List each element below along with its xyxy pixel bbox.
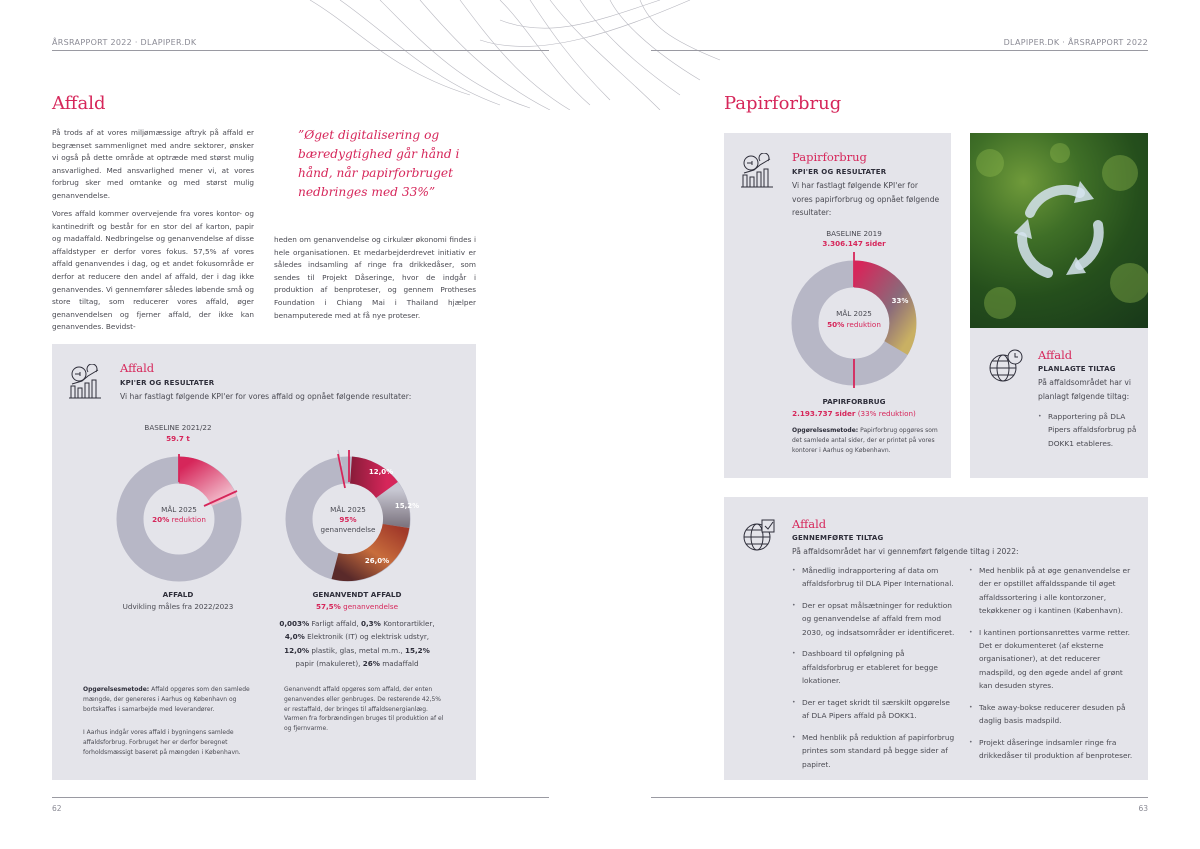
chart1-caption-title: AFFALD bbox=[162, 590, 194, 599]
chart1-goal-text: reduktion bbox=[171, 515, 206, 524]
papir-method-label: Opgørelsesmetode: bbox=[792, 427, 859, 434]
breakdown-value-1: 0,003% bbox=[279, 619, 310, 628]
affald-method-text-2: I Aarhus indgår vores affald i bygningens samlede affaldsforbrug. Forbruget her er derfor beregnet forholdsmæssigt baseret på mængden i København. bbox=[83, 729, 241, 756]
breakdown-text-1: Farligt affald, bbox=[311, 619, 359, 628]
right-page-title: Papirforbrug bbox=[724, 93, 842, 114]
affald-method-text-3: Genanvendt affald opgøres som affald, der enten genanvendes eller genbruges. De resterende 42,5% er restaffald, der bringes til affaldsenergianlæg. Varmen fra forbrændingen bruges til produktion af el og fjernvarme. bbox=[284, 686, 444, 733]
papir-baseline-value: 3.306.147 sider bbox=[822, 239, 886, 248]
breakdown-text-5: papir (makuleret), bbox=[295, 658, 361, 668]
done-item: • Månedlig indrapportering af data om affaldsforbrug til DLA Piper International. bbox=[792, 564, 957, 591]
chart2-caption-title: GENANVENDT AFFALD bbox=[312, 590, 402, 599]
breakdown-value-3: 4,0% bbox=[284, 632, 305, 642]
kpi-chart-icon bbox=[740, 153, 774, 189]
papir-goal-label: MÅL 2025 bbox=[836, 309, 872, 318]
papir-panel-title: Papirforbrug bbox=[792, 150, 867, 164]
right-running-header: DLAPIPER.DK · ÅRSRAPPORT 2022 bbox=[1003, 38, 1148, 47]
chart1-goal-label: MÅL 2025 bbox=[161, 505, 197, 514]
right-footer-rule bbox=[651, 797, 1148, 798]
breakdown-value-6: 26% bbox=[362, 658, 380, 668]
papir-caption-extra: (33% reduktion) bbox=[857, 409, 916, 418]
done-list-col1 bbox=[792, 564, 957, 779]
done-list-col2 bbox=[969, 564, 1134, 771]
done-item: • Der er opsat målsætninger for reduktion og genanvendelse af affald frem mod 2030, og indsatsområder er identificeret. bbox=[792, 599, 957, 639]
left-paragraph-2: Vores affald kommer overvejende fra vores kontor- og kantinedrift og består for en stor del af karton, papir og madaffald. Nedbringelse og genanvendelse af disse affaldstyper er derfor vores fokus. 57,5% af vores affald genanvendes i dag, og et andet fokusområde er derfor at reducere den andel af affald, der i dag ikke genanvendes. Vi gennemfører således løbende små og store tiltag, som reducerer vores affald, øger genanvendelsen og fjerner affald, der ikke kan genanvendes. Bevidst- bbox=[52, 209, 254, 332]
done-item: • Projekt dåseringe indsamler ringe fra drikkedåser til produktion af benproteser. bbox=[969, 736, 1134, 763]
donut1-target-segment bbox=[179, 470, 224, 501]
chart2-caption-pct-text: genanvendelse bbox=[343, 602, 399, 611]
chart1-goal-value bbox=[134, 515, 224, 524]
done-panel-intro: På affaldsområdet har vi gennemført følgende tiltag i 2022: bbox=[792, 547, 1019, 556]
papir-method-body: Papirforbrug opgøres som det samlede antal sider, der er printet på vores kontorer i Aarhus og København. bbox=[792, 427, 938, 454]
chart1-baseline-label: BASELINE 2021/22 bbox=[144, 423, 212, 432]
recycle-symbol-in-forest bbox=[970, 133, 1148, 328]
papir-baseline-label: BASELINE 2019 bbox=[826, 229, 882, 238]
left-paragraph-3: heden om genanvendelse og cirkulær økonomi findes i hele organisationen. Et medarbejderdrevet initiativ er således indsamling af ringe fra drikkedåser, som sendes til Projekt Dåseringe, hvor de indgår i produktion af benproteser, og gennem Protheses Foundation i Chiang Mai i Thailand hjælper benamputerede med at få nye proteser. bbox=[274, 235, 476, 320]
breakdown-text-3: Elektronik (IT) og elektrisk udstyr, bbox=[307, 632, 430, 642]
affald-panel-title: Affald bbox=[120, 361, 155, 375]
done-item: • Med henblik på reduktion af papirforbrug printes som standard på begge sider af papiret. bbox=[792, 731, 957, 771]
papir-caption-value: 2.193.737 sider bbox=[792, 409, 856, 418]
affald-method-label: Opgørelsesmetode: bbox=[83, 686, 150, 693]
left-footer-rule bbox=[52, 797, 549, 798]
breakdown-value-4: 12,0% bbox=[284, 645, 310, 655]
affald-kpi-panel bbox=[52, 344, 476, 780]
papir-panel-subtitle: KPI'ER OG RESULTATER bbox=[792, 168, 887, 176]
affald-donut-chart bbox=[114, 444, 244, 584]
planned-item: • Rapportering på DLA Pipers affaldsforbrug på DOKK1 etableres. bbox=[1038, 410, 1138, 450]
right-header-rule bbox=[651, 50, 1148, 51]
forest-aerial-photo bbox=[970, 133, 1148, 328]
planned-panel-intro: På affaldsområdet har vi planlagt følgende tiltag: bbox=[1038, 378, 1132, 401]
affald-panel-intro: Vi har fastlagt følgende KPI'er for vores affald og opnået følgende resultater: bbox=[120, 392, 412, 401]
chart2-goal-pct: 95% bbox=[339, 515, 357, 524]
breakdown-text-6: madaffald bbox=[382, 658, 419, 668]
planned-panel-title: Affald bbox=[1038, 348, 1073, 362]
done-item: • Dashboard til opfølgning på affaldsforbrug er etableret for begge lokationer. bbox=[792, 647, 957, 687]
papir-panel-intro: Vi har fastlagt følgende KPI'er for vores papirforbrug og opnået følgende resultater: bbox=[792, 181, 940, 217]
papir-goal-pct: 50% bbox=[827, 320, 845, 329]
chart2-caption-pct-value: 57,5% bbox=[315, 602, 341, 611]
planned-list bbox=[1038, 410, 1138, 458]
chart2-seg3-label: 26,0% bbox=[364, 557, 390, 565]
done-panel-subtitle: GENNEMFØRTE TILTAG bbox=[792, 534, 884, 542]
breakdown-value-2: 0,3% bbox=[360, 619, 381, 628]
papirforbrug-kpi-panel bbox=[724, 133, 951, 478]
right-page-number: 63 bbox=[1138, 804, 1148, 813]
papir-method-text bbox=[792, 426, 942, 455]
chart1-baseline-value: 59.7 t bbox=[166, 434, 190, 443]
chart1-goal-pct: 20% bbox=[152, 515, 170, 524]
papir-goal-text: reduktion bbox=[846, 320, 881, 329]
chart2-breakdown bbox=[274, 617, 440, 670]
chart2-goal-text: genanvendelse bbox=[320, 525, 376, 534]
done-item: • I kantinen portionsanrettes varme retter. Det er dokumenteret (af eksterne organisationer), at det reducerer madspild, og den øgede andel af grønt kan desuden styres. bbox=[969, 626, 1134, 692]
papir-caption-value-line bbox=[764, 409, 944, 418]
done-item: • Take away-bokse reducerer desuden på daglig basis madspild. bbox=[969, 701, 1134, 728]
kpi-chart-icon bbox=[68, 364, 102, 400]
papir-seg-label: 33% bbox=[891, 297, 909, 305]
left-page-number: 62 bbox=[52, 804, 62, 813]
chart2-seg2-label: 15,2% bbox=[394, 502, 420, 510]
breakdown-value-5: 15,2% bbox=[404, 645, 430, 655]
pull-quote: ”Øget digitalisering og bæredygtighed går hånd i hånd, når papirforbruget nedbringes med 33%” bbox=[298, 128, 460, 199]
affald-method-text-1 bbox=[83, 685, 263, 714]
affald-method-body: Affald opgøres som den samlede mængde, der genereres i Aarhus og København og bortskaffes i samarbejde med leverandører. bbox=[83, 686, 250, 713]
chart2-goal-label: MÅL 2025 bbox=[330, 505, 366, 514]
left-paragraph-1: På trods af at vores miljømæssige aftryk på affald er begrænset sammenlignet med andre sektorer, ønsker vi også på dette område at optræde med størst mulig ansvarlighed. Med ansvarlighed mener vi, at vores forbrug sker med omtanke og med størst mulig genanvendelse. bbox=[52, 128, 254, 200]
planned-panel-subtitle: PLANLAGTE TILTAG bbox=[1038, 365, 1116, 373]
chart1-caption-sub: Udvikling måles fra 2022/2023 bbox=[122, 602, 234, 611]
gennemforte-tiltag-panel bbox=[724, 497, 1148, 780]
globe-check-icon bbox=[742, 517, 778, 553]
done-panel-title: Affald bbox=[792, 517, 827, 531]
planlagte-tiltag-panel bbox=[970, 328, 1148, 478]
left-page-title: Affald bbox=[52, 93, 106, 114]
breakdown-text-2: Kontorartikler, bbox=[383, 619, 435, 628]
globe-clock-icon bbox=[988, 348, 1024, 384]
genanvendt-donut-chart bbox=[285, 444, 425, 584]
chart2-seg1-label: 12,0% bbox=[368, 468, 394, 476]
papir-goal-value bbox=[809, 320, 899, 329]
papir-caption-title: PAPIRFORBRUG bbox=[822, 397, 886, 406]
affald-panel-subtitle: KPI'ER OG RESULTATER bbox=[120, 379, 215, 387]
breakdown-text-4: plastik, glas, metal m.m., bbox=[311, 645, 403, 655]
left-header-rule bbox=[52, 50, 549, 51]
done-item: • Der er taget skridt til særskilt opgørelse af DLA Pipers affald på DOKK1. bbox=[792, 696, 957, 723]
decorative-curves bbox=[300, 0, 740, 110]
chart2-caption-pct bbox=[282, 602, 432, 611]
done-item: • Med henblik på at øge genanvendelse er der er opstillet affaldsspande til øget affaldssortering i alle kontorzoner, tekøkkener og i kantinen (København). bbox=[969, 564, 1134, 617]
left-running-header: ÅRSRAPPORT 2022 · DLAPIPER.DK bbox=[52, 38, 197, 47]
